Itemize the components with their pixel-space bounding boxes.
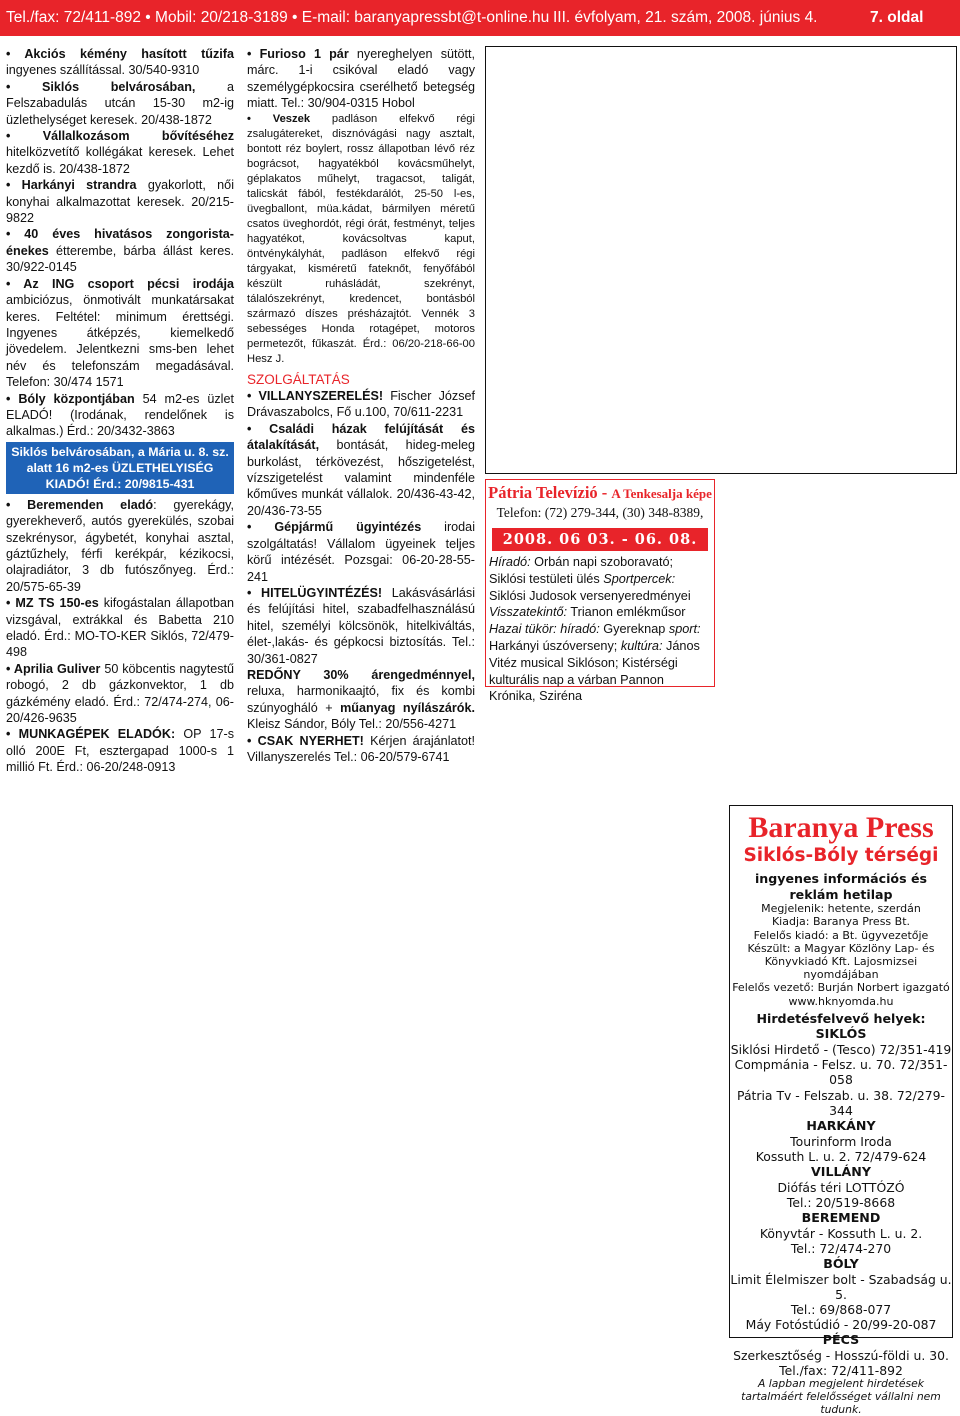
- service-item: REDŐNY 30% árengedménnyel, reluxa, harmonikaajtó, fix és kombi szúnyogháló + műanyag nyílászárók. Kleisz Sándor, Bóly Tel.: 20/556-4271: [247, 667, 475, 732]
- city-boly: BÓLY: [823, 1256, 859, 1272]
- ad-item: • Veszek padláson elfekvő régi zsalugátereket, disznóvágási nagy asztalt, bontott réz boylert, rossz állapotban lévő réz bográcsot, hagyatékból kovácsműhelyt, géplakatos műhelyt, tragacsot, taligát, talicskát fából, festékdarálót, 25-50 l-es, üvegballont, müa.kádat, bármilyen méretű csatos üveghordót, régi órát, festményt, teljes hagyatékot, kovácsoltvas kaput, öntvénykályhát, padláson elfekvő régi tárgyakat, kisméretű fateknőt, fenyőfából készült ruhásládát, szekrényt, tálalószekrényt, kredencet, bontásból származó díszes présházajtót. Vennék 3 sebességes Honda rotagépet, motoros permetezőt, fűkaszát. Érd.: 06/20-218-66-00 Hesz J.: [247, 112, 475, 365]
- baranya-press-imprint: [729, 805, 953, 1416]
- location-line: Tel.: 20/519-8668: [786, 1194, 896, 1210]
- ads-column-1: [6, 46, 234, 776]
- location-line: Tel.: 72/474-270: [790, 1240, 892, 1256]
- header-contact: Tel./fax: 72/411-892 • Mobil: 20/218-3189 • E-mail: baranyapressbt@t-online.hu: [6, 9, 550, 26]
- section-title-services: SZOLGÁLTATÁS: [247, 371, 350, 387]
- location-line: Könyvtár - Kossuth L. u. 2.: [759, 1225, 923, 1241]
- service-item: • VILLANYSZERELÉS! Fischer József Drávaszabolcs, Fő u.100, 70/611-2231: [247, 389, 475, 420]
- ad-item: • Aprilia Guliver 50 köbcentis nagytestű robogó, 2 db gázkonvektor, 1 db gázkémény eladó. Érd.: 72/474-274, 06-20/426-9635: [6, 661, 234, 726]
- tv-title: Pátria Televízió - A Tenkesalja képe: [488, 483, 712, 502]
- ad-item: • Siklós belvárosában, a Felszabadulás utcán 15-30 m2-ig üzlethelységet keresek. 20/438-1872: [6, 79, 234, 127]
- publication-title: Baranya Press: [748, 811, 934, 844]
- tv-date-range: 2008. 06 03. - 06. 08.: [492, 528, 708, 551]
- ad-item: • Furioso 1 pár nyereghelyen sütött, márc. 1-i csikóval eladó vagy személygépkocsira cserélhető betegség miatt. Tel.: 30/904-0315 Hobol: [247, 47, 475, 111]
- ad-item: • 40 éves hivatásos zongorista-énekes étterembe, bárba állást keres. 30/922-0145: [6, 227, 234, 275]
- ad-item: • MUNKAGÉPEK ELADÓK: OP 17-s olló 200E Ft, esztergapad 1000-s 1 millió Ft. Érd.: 06-20/248-0913: [6, 727, 235, 775]
- location-line: Tourinform Iroda: [790, 1133, 892, 1149]
- ad-item: • Az ING csoport pécsi irodája ambiciózus, önmotivált munkatársakat keres. Feltétel: minimum érettségi. Ingyenes átképzés, kiemelkedő jövedelem. Jelentkezni sms-ben lehet név és telefonszám megadásával. Telefon: 30/474 1571: [6, 276, 234, 390]
- location-line: Tel./fax: 72/411-892: [779, 1363, 903, 1379]
- imprint-line: Megjelenik: hetente, szerdán: [761, 902, 921, 916]
- ad-item: • Harkányi strandra gyakorlott, női konyhai alkalmazottat keresek. 20/215-9822: [6, 178, 234, 226]
- tv-program-box: [485, 479, 715, 704]
- location-line: Pátria Tv - Felszab. u. 38. 72/279-344: [737, 1087, 945, 1118]
- service-item: • Családi házak felújítását és átalakítását, bontását, hideg-meleg burkolást, térkövezést, hőszigetelést, vízszigetelést valamint mindenféle kőműves munkát vállalok. 20/436-43-42, 20/436-73-55: [247, 421, 475, 518]
- page-header: [0, 0, 960, 36]
- service-item: • CSAK NYERHET! Kérjen árajánlatot! Villanyszerelés Tel.: 06-20/579-6741: [247, 733, 475, 764]
- ads-column-2: [247, 46, 475, 765]
- location-line: Tel.: 69/868-077: [790, 1302, 892, 1318]
- location-line: Máy Fotóstúdió - 20/99-20-087: [745, 1317, 937, 1333]
- location-line: Compmánia - Felsz. u. 70. 72/351-058: [734, 1057, 948, 1088]
- service-item: • HITELÜGYINTÉZÉS! Lakásvásárlási és felújítási hitel, szabadfelhasználású hitel, személyi kölcsönök, hitelkiváltás, élet-,lakás- és gépkocsi biztosítás. Tel.: 30/361-0827: [247, 585, 475, 666]
- city-siklos: SIKLÓS: [815, 1026, 867, 1042]
- city-beremend: BEREMEND: [801, 1210, 881, 1226]
- city-harkany: HARKÁNY: [806, 1118, 876, 1134]
- ad-locations-heading: Hirdetésfelvevő helyek:: [756, 1010, 926, 1026]
- service-item: • Gépjármű ügyintézés irodai szolgáltatás! Vállalom ügyeinek teljes körű intézését. Pozsgai: 06-20-28-55-241: [247, 520, 475, 584]
- ad-item: • Akciós kémény hasított tűzifa ingyenes szállítással. 30/540-9310: [6, 47, 234, 78]
- location-line: Kossuth L. u. 2. 72/479-624: [755, 1148, 927, 1164]
- tv-program-text: Híradó: Orbán napi szoboravató; Siklósi testületi ülés Sportpercek: Siklósi Judosok versenyeredményei Visszatekintő: Trianon emlékműsor Hazai tükör: híradó: Gyereknap sport: Harkányi úszóverseny; kultúra: János Vitéz musical Siklóson; Kistérségi kulturális nap a várban Pannon Krónika, Szirénа: [489, 555, 701, 704]
- ad-item: • Beremenden eladó: gyerekágy, gyerekheverő, autós gyerekülés, szobai szekrénysor, ágybetét, konyhai asztal, gáztűzhely, férfi kerékpár, kézikocsi, olajradiátor, 3 db futószőnyeg. Érd.: 20/575-65-39: [6, 497, 234, 594]
- imprint-line: Felelős kiadó: a Bt. ügyvezetője: [753, 928, 929, 942]
- ad-item: • Bóly központjában 54 m2-es üzlet ELADÓ! (Irodának, rendelőnek is alkalmas.) Érd.: 20/3432-3863: [6, 391, 234, 439]
- printer-website: www.hknyomda.hu: [788, 994, 894, 1008]
- location-line: Diófás téri LOTTÓZÓ: [777, 1179, 905, 1195]
- ad-item: • MZ TS 150-es kifogástalan állapotban vizsgával, extrákkal és Babetta 210 eladó. Érd.: MO-TO-KER Siklós, 72/479-498: [6, 596, 234, 660]
- city-villany: VILLÁNY: [811, 1164, 871, 1180]
- location-line: Szerkesztőség - Hosszú-földi u. 30.: [733, 1348, 949, 1364]
- tv-phone: Telefon: (72) 279-344, (30) 348-8389,: [496, 505, 704, 520]
- publication-subtitle: Siklós-Bóly térségi: [743, 845, 939, 866]
- ad-item: • Vállalkozásom bővítéséhez hitelközvetítő kollégákat keresek. Lehet kezdő is. 20/438-1872: [6, 129, 234, 176]
- location-line: Siklósi Hirdető - (Tesco) 72/351-419: [730, 1042, 952, 1057]
- city-pecs: PÉCS: [822, 1332, 860, 1348]
- empty-ad-frame: [485, 46, 957, 474]
- imprint-line: Felelős vezető: Burján Norbert igazgató: [732, 981, 950, 995]
- imprint-line: Készült: a Magyar Közlöny Lap- és Könyvkiadó Kft. Lajosmizsei nyomdájában: [747, 941, 935, 982]
- location-line: Limit Élelmiszer bolt - Szabadság u. 5.: [730, 1271, 952, 1302]
- imprint-line: Kiadja: Baranya Press Bt.: [771, 915, 911, 929]
- header-issue: III. évfolyam, 21. szám, 2008. június 4.: [553, 9, 818, 26]
- publication-description: ingyenes információs és reklám hetilap: [754, 871, 928, 902]
- disclaimer: A lapban megjelent hirdetések tartalmáért felelősséget vállalni nem tudunk.: [741, 1377, 941, 1416]
- highlighted-ad: Siklós belvárosában, a Mária u. 8. sz. alatt 16 m2-es ÜZLETHELYISÉG KIADÓ! Érd.: 20/9815-431: [6, 442, 234, 494]
- header-page-number: 7. oldal: [870, 9, 924, 26]
